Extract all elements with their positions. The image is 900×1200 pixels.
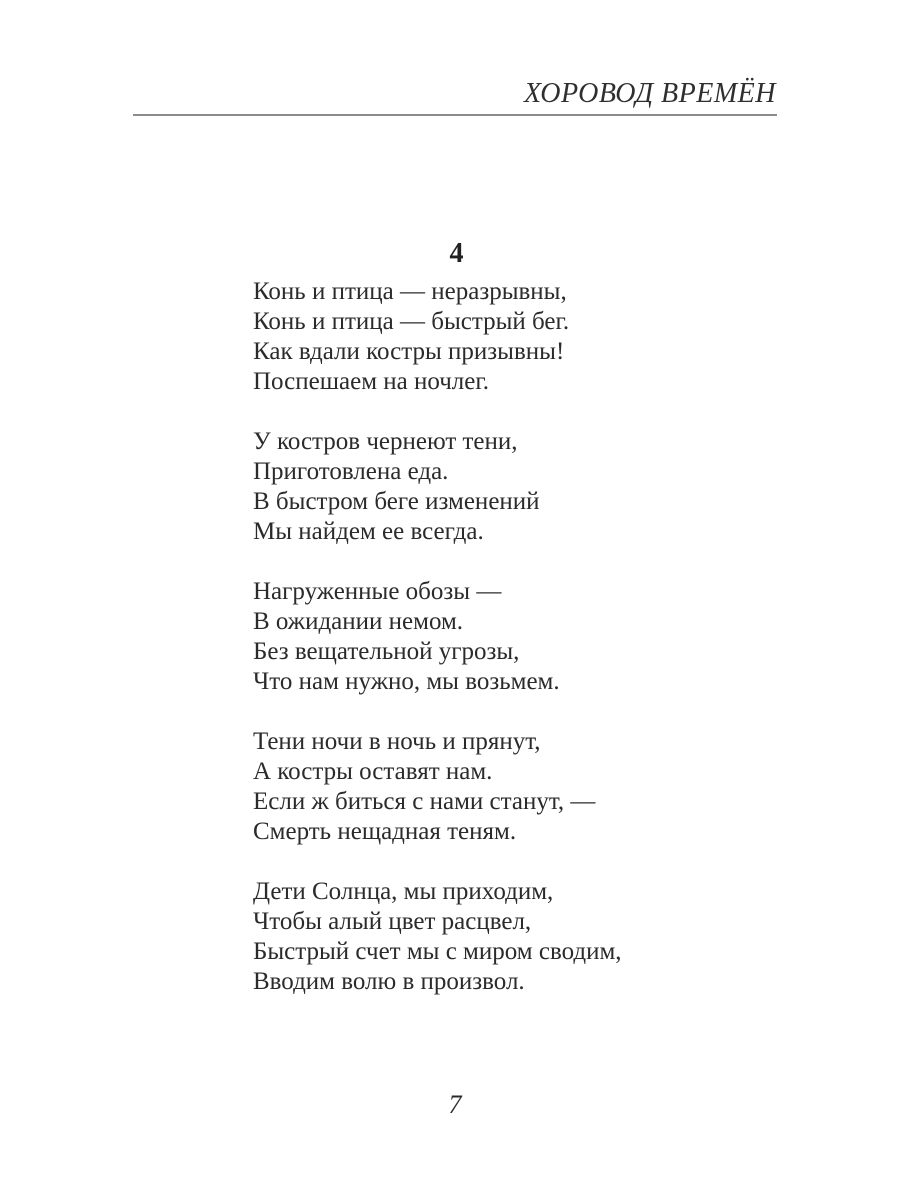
poem-line: Тени ночи в ночь и прянут, bbox=[253, 728, 541, 755]
poem bbox=[253, 238, 660, 997]
poem-line: У костров чернеют тени, bbox=[253, 428, 518, 455]
stanza bbox=[253, 727, 660, 847]
page-number: 7 bbox=[448, 1090, 462, 1119]
poem-line: Если ж биться с нами станут, — bbox=[253, 788, 596, 815]
poem-line: В ожидании немом. bbox=[253, 608, 464, 635]
poem-line: Мы найдем ее всегда. bbox=[253, 518, 484, 545]
header-rule bbox=[133, 114, 777, 116]
poem-line: Что нам нужно, мы возьмем. bbox=[253, 668, 560, 695]
poem-stanzas bbox=[253, 277, 660, 997]
stanza bbox=[253, 877, 660, 997]
poem-line: А костры оставят нам. bbox=[253, 758, 493, 785]
poem-line: Конь и птица — быстрый бег. bbox=[253, 308, 570, 335]
stanza bbox=[253, 427, 660, 547]
poem-line: Смерть нещадная теням. bbox=[253, 818, 517, 845]
poem-line: Приготовлена еда. bbox=[253, 458, 449, 485]
poem-line: Без вещательной угрозы, bbox=[253, 638, 520, 665]
running-header: ХОРОВОД ВРЕМЁН bbox=[524, 78, 776, 109]
stanza bbox=[253, 277, 660, 397]
poem-line: Поспешаем на ночлег. bbox=[253, 368, 490, 395]
poem-section-number: 4 bbox=[449, 238, 464, 269]
poem-line: Чтобы алый цвет расцвел, bbox=[253, 908, 532, 935]
stanza bbox=[253, 577, 660, 697]
poem-line: Дети Солнца, мы приходим, bbox=[253, 878, 554, 905]
poem-line: Как вдали костры призывны! bbox=[253, 338, 565, 365]
poem-line: Быстрый счет мы с миром сводим, bbox=[253, 938, 622, 965]
poem-line: Конь и птица — неразрывны, bbox=[253, 278, 567, 305]
poem-line: В быстром беге изменений bbox=[253, 488, 540, 515]
poem-line: Нагруженные обозы — bbox=[253, 578, 502, 605]
poem-line: Вводим волю в произвол. bbox=[253, 968, 525, 995]
